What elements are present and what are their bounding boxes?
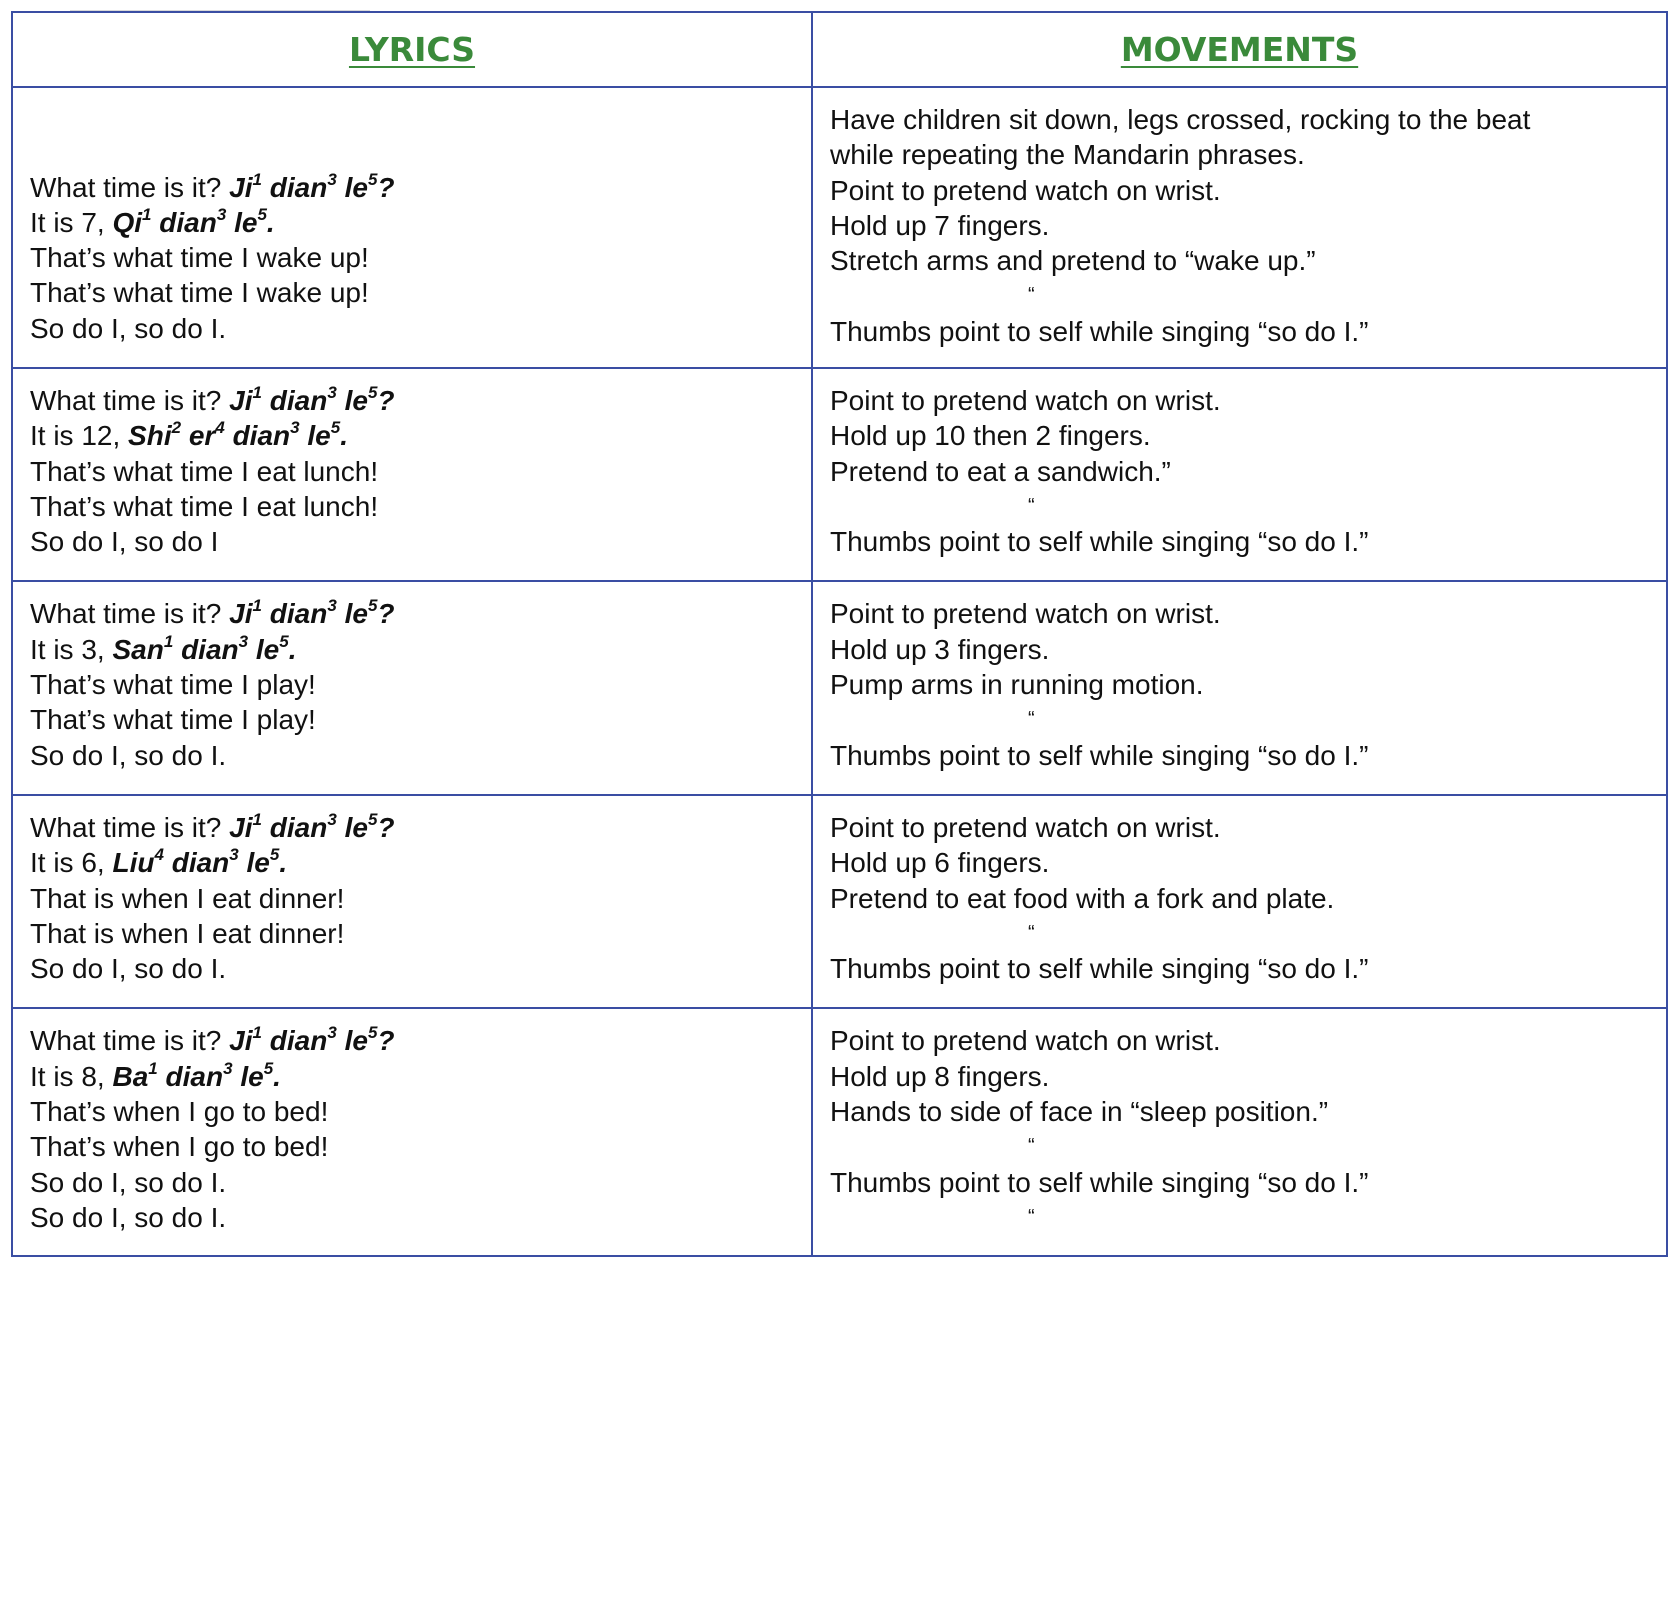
tone-number: 4 <box>215 418 225 438</box>
lyric-line: That is when I eat dinner! <box>30 917 345 949</box>
lyrics-cell <box>12 87 812 368</box>
pinyin-end: ? <box>377 171 395 203</box>
answer-line <box>30 1059 801 1094</box>
movement-line: Hold up 3 fingers. <box>830 633 1050 665</box>
tone-number: 3 <box>216 204 227 224</box>
movement-line: Thumbs point to self while singing “so do I.” <box>830 526 1369 558</box>
pinyin-syllable: le <box>344 598 368 630</box>
pinyin-syllable: Ji <box>229 598 253 630</box>
tone-number: 2 <box>171 418 182 438</box>
pinyin-syllable: dian <box>171 847 230 879</box>
movement-line: Point to pretend watch on wrist. <box>830 811 1221 843</box>
ditto-mark: “ <box>1028 708 1035 731</box>
movement-line: Hold up 8 fingers. <box>830 1060 1050 1092</box>
lyric-line: That’s what time I eat lunch! <box>30 490 379 522</box>
question-line <box>30 170 801 205</box>
lyric-line: That’s what time I eat lunch! <box>30 455 379 487</box>
movement-line: Thumbs point to self while singing “so do I.” <box>830 953 1369 985</box>
tone-number: 1 <box>142 204 152 224</box>
pinyin-phrase <box>112 1058 281 1092</box>
tone-number: 3 <box>290 418 300 438</box>
lyric-line: That’s when I go to bed! <box>30 1131 329 1163</box>
verse-row <box>12 581 1667 794</box>
lyric-line: So do I, so do I. <box>30 739 227 771</box>
tone-number: 1 <box>163 631 174 651</box>
question-line-text: What time is it? <box>30 598 230 630</box>
pinyin-phrase <box>112 204 275 238</box>
lyrics-header: LYRICS <box>12 12 812 87</box>
movement-line: Thumbs point to self while singing “so do I.” <box>830 1166 1369 1198</box>
tone-number: 3 <box>223 1058 233 1078</box>
question-line-text: What time is it? <box>30 1025 230 1057</box>
ditto-mark: “ <box>1028 284 1035 307</box>
question-line <box>30 596 801 631</box>
ditto-mark: “ <box>1028 1135 1035 1158</box>
verse-row <box>12 795 1667 1008</box>
lyric-line: So do I, so do I. <box>30 312 227 344</box>
answer-line <box>30 632 801 667</box>
pinyin-syllable: dian <box>269 385 328 416</box>
tone-number: 1 <box>148 1058 158 1078</box>
pinyin-syllable: dian <box>269 811 328 843</box>
answer-line-text: It is 8, <box>30 1060 113 1092</box>
pinyin-syllable: Shi <box>128 420 172 452</box>
tone-number: 5 <box>367 1023 378 1043</box>
header-row <box>12 12 1667 87</box>
pinyin-end: ? <box>377 1025 395 1057</box>
tone-number: 1 <box>252 1023 262 1043</box>
answer-line-text: It is 6, <box>30 847 113 879</box>
pinyin-phrase <box>229 169 395 203</box>
movement-line: Hold up 10 then 2 fingers. <box>830 420 1151 452</box>
pinyin-syllable: le <box>344 811 368 843</box>
question-line <box>30 1023 801 1058</box>
pinyin-syllable: le <box>246 847 270 879</box>
tone-number: 3 <box>327 596 337 616</box>
tone-number: 4 <box>154 845 164 865</box>
tone-number: 5 <box>367 809 378 829</box>
verse-row <box>12 368 1667 581</box>
tone-number: 3 <box>327 809 337 829</box>
movement-line: Hold up 7 fingers. <box>830 209 1050 241</box>
tone-number: 5 <box>330 418 341 438</box>
lyric-line: That’s what time I play! <box>30 704 316 736</box>
pinyin-phrase <box>112 847 287 878</box>
pinyin-phrase <box>229 385 394 416</box>
pinyin-syllable: San <box>112 633 164 665</box>
pinyin-syllable: dian <box>269 171 328 203</box>
answer-line-text: It is 3, <box>30 633 113 665</box>
movement-line: Point to pretend watch on wrist. <box>830 385 1221 416</box>
pinyin-phrase <box>229 1025 394 1056</box>
lyric-line: That’s what time I wake up! <box>30 277 369 309</box>
pinyin-end: ? <box>377 598 395 630</box>
lyrics-movements-table <box>11 11 1668 1257</box>
pinyin-syllable: Qi <box>112 206 143 238</box>
movement-line: Have children sit down, legs crossed, rocking to the beat <box>830 104 1531 135</box>
tone-number: 1 <box>252 809 262 829</box>
movement-line: Hold up 6 fingers. <box>830 847 1050 879</box>
question-line <box>30 810 801 845</box>
pinyin-syllable: le <box>240 1060 264 1092</box>
movements-cell <box>812 795 1667 1008</box>
movement-line: Pretend to eat food with a fork and plate. <box>830 882 1335 914</box>
movements-header: MOVEMENTS <box>812 12 1667 87</box>
pinyin-end: . <box>273 1060 281 1092</box>
movements-cell <box>812 87 1667 368</box>
movement-line: Thumbs point to self while singing “so do I.” <box>830 315 1369 347</box>
tone-number: 5 <box>367 169 378 189</box>
lyrics-cell <box>12 1008 812 1256</box>
verse-row <box>12 87 1667 368</box>
tone-number: 3 <box>327 1023 337 1043</box>
lyrics-cell <box>12 368 812 581</box>
pinyin-syllable: Ji <box>229 171 253 203</box>
movement-line: Pump arms in running motion. <box>830 669 1204 701</box>
movement-line: Point to pretend watch on wrist. <box>830 174 1221 206</box>
pinyin-syllable: er <box>188 420 216 452</box>
pinyin-syllable: Ji <box>229 385 253 416</box>
lyric-line: So do I, so do I <box>30 526 219 558</box>
tone-number: 3 <box>327 383 337 402</box>
pinyin-syllable: dian <box>159 206 217 238</box>
lyric-line: That’s what time I play! <box>30 669 316 701</box>
pinyin-syllable: dian <box>181 633 239 665</box>
lyric-line: So do I, so do I. <box>30 1201 227 1233</box>
movement-line: Pretend to eat a sandwich.” <box>830 455 1171 487</box>
movement-line: Point to pretend watch on wrist. <box>830 598 1221 630</box>
ditto-mark: “ <box>1028 921 1035 944</box>
tone-number: 5 <box>367 596 378 616</box>
question-line-text: What time is it? <box>30 811 230 843</box>
pinyin-syllable: le <box>344 1025 368 1057</box>
tone-number: 5 <box>263 1058 274 1078</box>
pinyin-syllable: dian <box>165 1060 224 1092</box>
tone-number: 1 <box>252 383 262 402</box>
pinyin-end: ? <box>377 385 395 416</box>
pinyin-syllable: dian <box>269 1025 328 1057</box>
tone-number: 5 <box>279 631 289 651</box>
movement-line: Hands to side of face in “sleep position.” <box>830 1096 1329 1128</box>
pinyin-phrase <box>112 631 297 665</box>
movements-cell <box>812 368 1667 581</box>
pinyin-syllable: Ji <box>229 811 253 843</box>
question-line <box>30 383 801 418</box>
tone-number: 5 <box>257 204 267 224</box>
movements-cell <box>812 581 1667 794</box>
tone-number: 5 <box>269 845 280 865</box>
pinyin-syllable: dian <box>232 420 291 452</box>
lyric-line: So do I, so do I. <box>30 1166 227 1198</box>
pinyin-syllable: Liu <box>112 847 155 879</box>
lyric-line: So do I, so do I. <box>30 953 227 985</box>
movement-line: Stretch arms and pretend to “wake up.” <box>830 245 1316 277</box>
pinyin-phrase <box>128 420 348 451</box>
answer-line <box>30 205 801 240</box>
pinyin-syllable: dian <box>269 598 328 630</box>
tone-number: 3 <box>229 845 239 865</box>
answer-line <box>30 418 801 453</box>
movement-line: while repeating the Mandarin phrases. <box>830 139 1305 171</box>
lyrics-cell <box>12 581 812 794</box>
ditto-mark: “ <box>1028 1205 1035 1228</box>
pinyin-end: . <box>279 847 288 879</box>
movements-cell <box>812 1008 1667 1256</box>
pinyin-phrase <box>229 598 394 629</box>
lyrics-cell <box>12 795 812 1008</box>
ditto-mark: “ <box>1028 494 1035 517</box>
tone-number: 3 <box>327 169 337 189</box>
lyric-line: That is when I eat dinner! <box>30 882 345 914</box>
pinyin-end: . <box>340 420 348 452</box>
pinyin-end: . <box>288 633 297 665</box>
pinyin-end: . <box>266 206 275 238</box>
tone-number: 1 <box>252 169 262 189</box>
answer-line <box>30 845 801 880</box>
answer-line-text: It is 12, <box>30 420 129 452</box>
pinyin-syllable: Ba <box>112 1060 149 1092</box>
question-line-text: What time is it? <box>30 385 230 416</box>
pinyin-syllable: le <box>307 420 331 452</box>
pinyin-syllable: Ji <box>229 1025 253 1057</box>
tone-number: 3 <box>238 631 249 651</box>
answer-line-text: It is 7, <box>30 206 113 238</box>
pinyin-syllable: le <box>344 171 368 203</box>
lyric-line: That’s when I go to bed! <box>30 1096 329 1128</box>
tone-number: 5 <box>367 383 378 402</box>
movement-line: Point to pretend watch on wrist. <box>830 1025 1221 1057</box>
lyric-line: That’s what time I wake up! <box>30 242 369 274</box>
verse-row <box>12 1008 1667 1256</box>
question-line-text: What time is it? <box>30 171 230 203</box>
movement-line: Thumbs point to self while singing “so do I.” <box>830 739 1369 771</box>
tone-number: 1 <box>252 596 262 616</box>
pinyin-syllable: le <box>344 385 368 416</box>
pinyin-phrase <box>229 809 395 843</box>
pinyin-syllable: le <box>255 633 280 665</box>
pinyin-syllable: le <box>234 206 258 238</box>
pinyin-end: ? <box>377 811 395 843</box>
